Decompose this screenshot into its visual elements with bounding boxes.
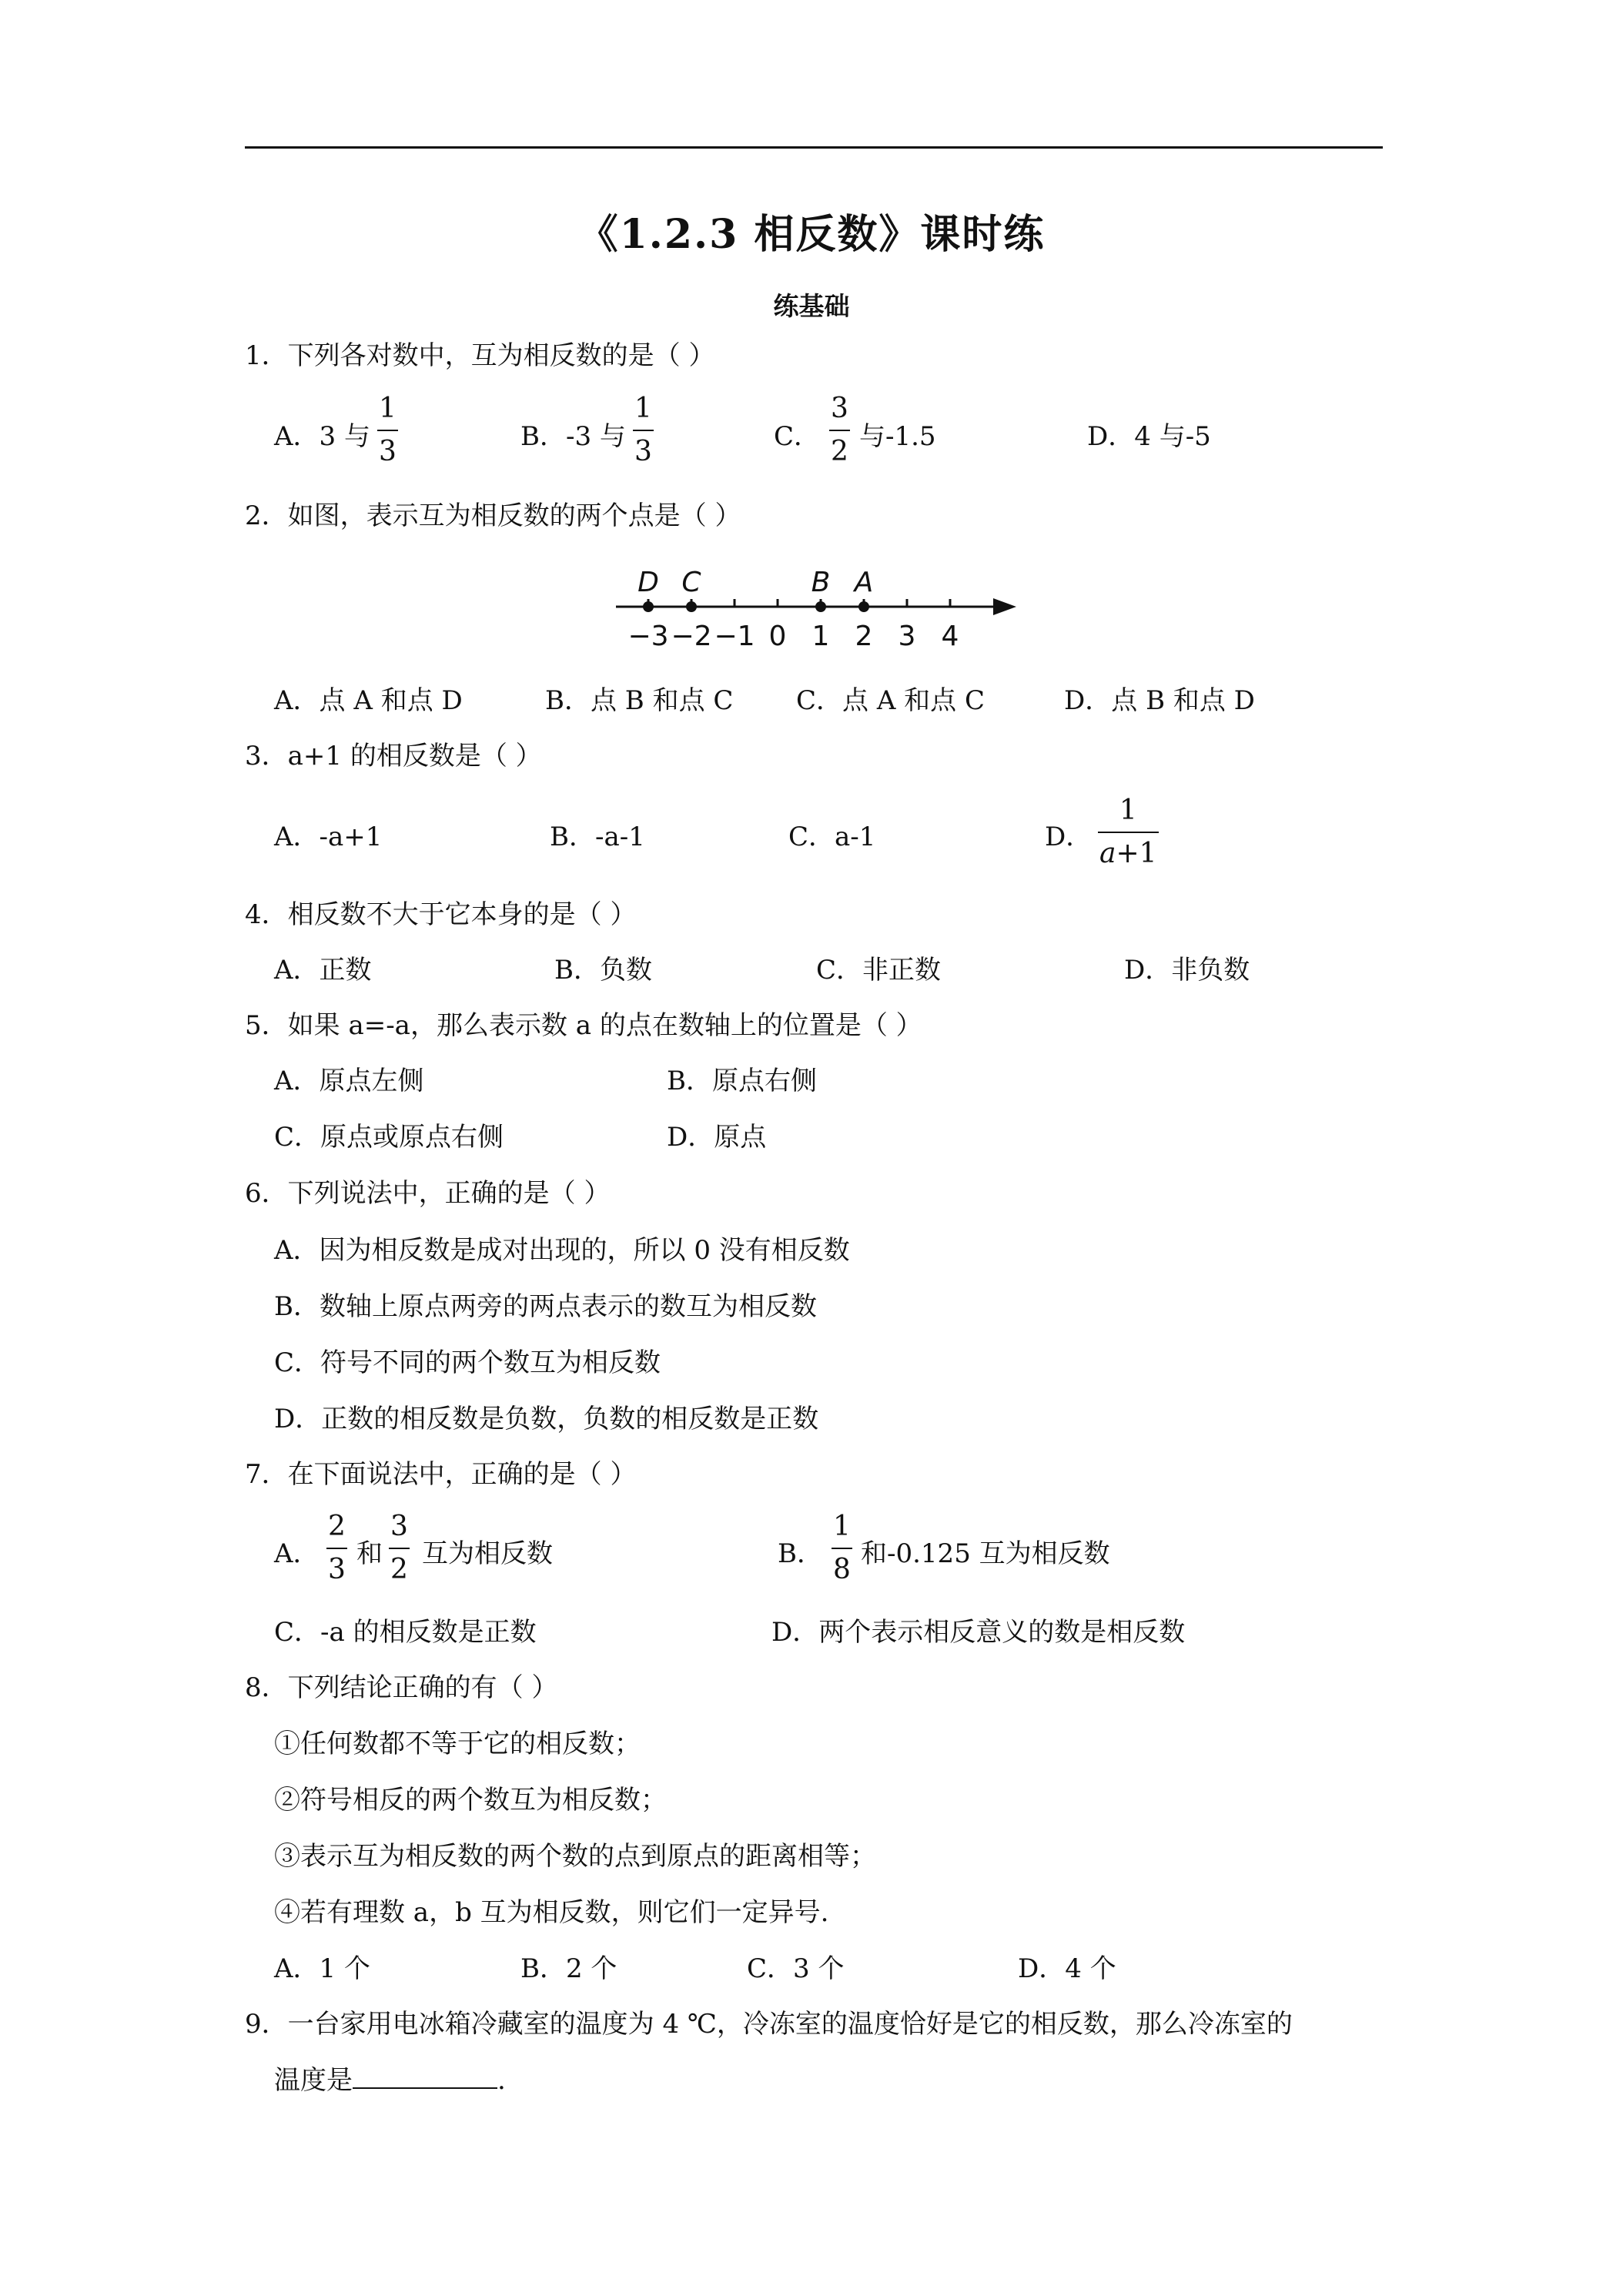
q3-option-d-label: D． bbox=[1045, 822, 1093, 852]
q6-option-a: A．因为相反数是成对出现的，所以 0 没有相反数 bbox=[274, 1235, 850, 1266]
fraction-numerator: 1 bbox=[1119, 795, 1137, 826]
q4-option-a: A．正数 bbox=[274, 955, 372, 986]
denominator-rest: +1 bbox=[1116, 838, 1157, 869]
q1-option-b-label: B．-3 与 bbox=[520, 421, 626, 452]
page-title: 《1.2.3 相反数》课时练 bbox=[577, 211, 1046, 258]
q9-line-1: 9．一台家用电冰箱冷藏室的温度为 4 ℃，冷冻室的温度恰好是它的相反数，那么冷冻室的 bbox=[245, 2009, 1293, 2040]
q4-option-c: C．非正数 bbox=[816, 955, 942, 986]
fraction-bar bbox=[832, 1548, 852, 1549]
q4-option-d: D．非负数 bbox=[1124, 955, 1250, 986]
q5-option-c: C．原点或原点右侧 bbox=[274, 1122, 504, 1153]
q1-option-c-tail: 与-1.5 bbox=[859, 421, 936, 452]
point-label: A bbox=[854, 567, 874, 598]
q2-option-c: C．点 A 和点 C bbox=[796, 685, 986, 716]
point-label: B bbox=[811, 567, 831, 598]
q1-option-c-fraction bbox=[829, 391, 850, 470]
q8-statement-1: ①任何数都不等于它的相反数； bbox=[274, 1729, 641, 1759]
fraction-bar bbox=[377, 430, 398, 431]
q7-stem: 7．在下面说法中，正确的是（ ） bbox=[245, 1459, 637, 1490]
q5-option-a: A．原点左侧 bbox=[274, 1066, 424, 1096]
q5-option-d: D．原点 bbox=[667, 1122, 767, 1153]
q7-option-b-tail: 和-0.125 互为相反数 bbox=[861, 1538, 1110, 1569]
header-rule bbox=[245, 146, 1383, 149]
fraction-bar bbox=[389, 1548, 410, 1549]
fraction-numerator: 2 bbox=[328, 1511, 346, 1542]
fraction-denominator: 3 bbox=[379, 436, 397, 467]
tick-label: 2 bbox=[855, 621, 873, 652]
q5-option-b: B．原点右侧 bbox=[667, 1066, 817, 1096]
q4-option-b: B．负数 bbox=[554, 955, 652, 986]
tick-label: 4 bbox=[941, 621, 959, 652]
q8-statement-4: ④若有理数 a，b 互为相反数，则它们一定异号. bbox=[274, 1897, 829, 1928]
q9-line-2-text: 温度是 bbox=[274, 2065, 353, 2096]
fraction-denominator: 3 bbox=[328, 1554, 346, 1585]
fraction-denominator: 8 bbox=[833, 1554, 851, 1585]
tick-label: −3 bbox=[627, 621, 669, 652]
q7-option-c: C．-a 的相反数是正数 bbox=[274, 1617, 537, 1648]
point-marker bbox=[815, 601, 826, 612]
q8-option-d: D．4 个 bbox=[1018, 1953, 1116, 1984]
q7-option-d: D．两个表示相反意义的数是相反数 bbox=[771, 1617, 1186, 1648]
q8-statement-2: ②符号相反的两个数互为相反数； bbox=[274, 1785, 667, 1816]
q7-option-b-fraction bbox=[832, 1509, 852, 1588]
q3-option-d-fraction bbox=[1098, 793, 1159, 872]
q2-stem: 2．如图，表示互为相反数的两个点是（ ） bbox=[245, 500, 741, 531]
tick-label: 1 bbox=[812, 621, 830, 652]
section-heading: 练基础 bbox=[773, 291, 850, 321]
answer-blank[interactable] bbox=[353, 2064, 497, 2089]
fraction-numerator: 1 bbox=[379, 393, 397, 424]
q8-option-b: B．2 个 bbox=[520, 1953, 617, 1984]
arrow-head-icon bbox=[993, 598, 1016, 615]
tick-label: 3 bbox=[898, 621, 916, 652]
q2-option-b: B．点 B 和点 C bbox=[545, 685, 734, 716]
q1-option-d: D．4 与-5 bbox=[1087, 421, 1211, 452]
q7-option-a-tail: 互为相反数 bbox=[422, 1538, 553, 1569]
point-marker bbox=[686, 601, 697, 612]
q6-option-c: C．符号不同的两个数互为相反数 bbox=[274, 1347, 661, 1378]
fraction-bar bbox=[829, 430, 850, 431]
fraction-numerator: 3 bbox=[390, 1511, 408, 1542]
q7-option-b-label: B． bbox=[778, 1538, 823, 1569]
q7-option-a-label: A． bbox=[274, 1538, 320, 1569]
tick-label: −1 bbox=[714, 621, 755, 652]
fraction-denominator: 3 bbox=[634, 436, 652, 467]
point-label: D bbox=[637, 567, 659, 598]
q2-option-d: D．点 B 和点 D bbox=[1064, 685, 1255, 716]
q8-option-a: A．1 个 bbox=[274, 1953, 370, 1984]
q1-option-a-label: A．3 与 bbox=[274, 421, 370, 452]
q1-option-b-fraction bbox=[633, 391, 654, 470]
q6-option-d: D．正数的相反数是负数，负数的相反数是正数 bbox=[274, 1404, 819, 1434]
number-line-figure bbox=[608, 559, 1024, 659]
fraction-numerator: 1 bbox=[634, 393, 652, 424]
q6-stem: 6．下列说法中，正确的是（ ） bbox=[245, 1178, 611, 1209]
q4-stem: 4．相反数不大于它本身的是（ ） bbox=[245, 899, 637, 930]
fraction-bar bbox=[1098, 832, 1159, 833]
q8-option-c: C．3 个 bbox=[747, 1953, 845, 1984]
q3-option-c: C．a-1 bbox=[788, 822, 876, 852]
q6-option-b: B．数轴上原点两旁的两点表示的数互为相反数 bbox=[274, 1291, 817, 1322]
q7-option-a-fraction-2 bbox=[389, 1509, 410, 1588]
q7-option-a-mid: 和 bbox=[356, 1538, 383, 1569]
q1-stem: 1．下列各对数中，互为相反数的是（ ） bbox=[245, 340, 715, 371]
fraction-denominator bbox=[1098, 836, 1159, 872]
q3-option-b: B．-a-1 bbox=[550, 822, 645, 852]
q7-option-a-fraction-1 bbox=[326, 1509, 347, 1588]
fraction-numerator: 3 bbox=[831, 393, 848, 424]
q8-statement-3: ③表示互为相反数的两个数的点到原点的距离相等； bbox=[274, 1841, 876, 1872]
q9-line-2 bbox=[274, 2063, 506, 2097]
q5-stem: 5．如果 a=-a，那么表示数 a 的点在数轴上的位置是（ ） bbox=[245, 1010, 922, 1041]
q3-stem: 3．a+1 的相反数是（ ） bbox=[245, 741, 542, 771]
q1-option-c-label: C． bbox=[774, 421, 821, 452]
fraction-denominator: 2 bbox=[390, 1554, 408, 1585]
variable-a: a bbox=[1099, 838, 1116, 869]
point-marker bbox=[643, 601, 654, 612]
point-marker bbox=[858, 601, 869, 612]
q1-option-a-fraction bbox=[377, 391, 398, 470]
q3-option-a: A．-a+1 bbox=[274, 822, 383, 852]
tick-label: 0 bbox=[768, 621, 787, 652]
fraction-denominator: 2 bbox=[831, 436, 848, 467]
q9-line-2-end: . bbox=[497, 2065, 506, 2096]
q2-option-a: A．点 A 和点 D bbox=[274, 685, 463, 716]
fraction-bar bbox=[633, 430, 654, 431]
tick-label: −2 bbox=[671, 621, 712, 652]
q8-stem: 8．下列结论正确的有（ ） bbox=[245, 1672, 558, 1703]
fraction-bar bbox=[326, 1548, 347, 1549]
fraction-numerator: 1 bbox=[833, 1511, 851, 1542]
point-label: C bbox=[681, 567, 701, 598]
